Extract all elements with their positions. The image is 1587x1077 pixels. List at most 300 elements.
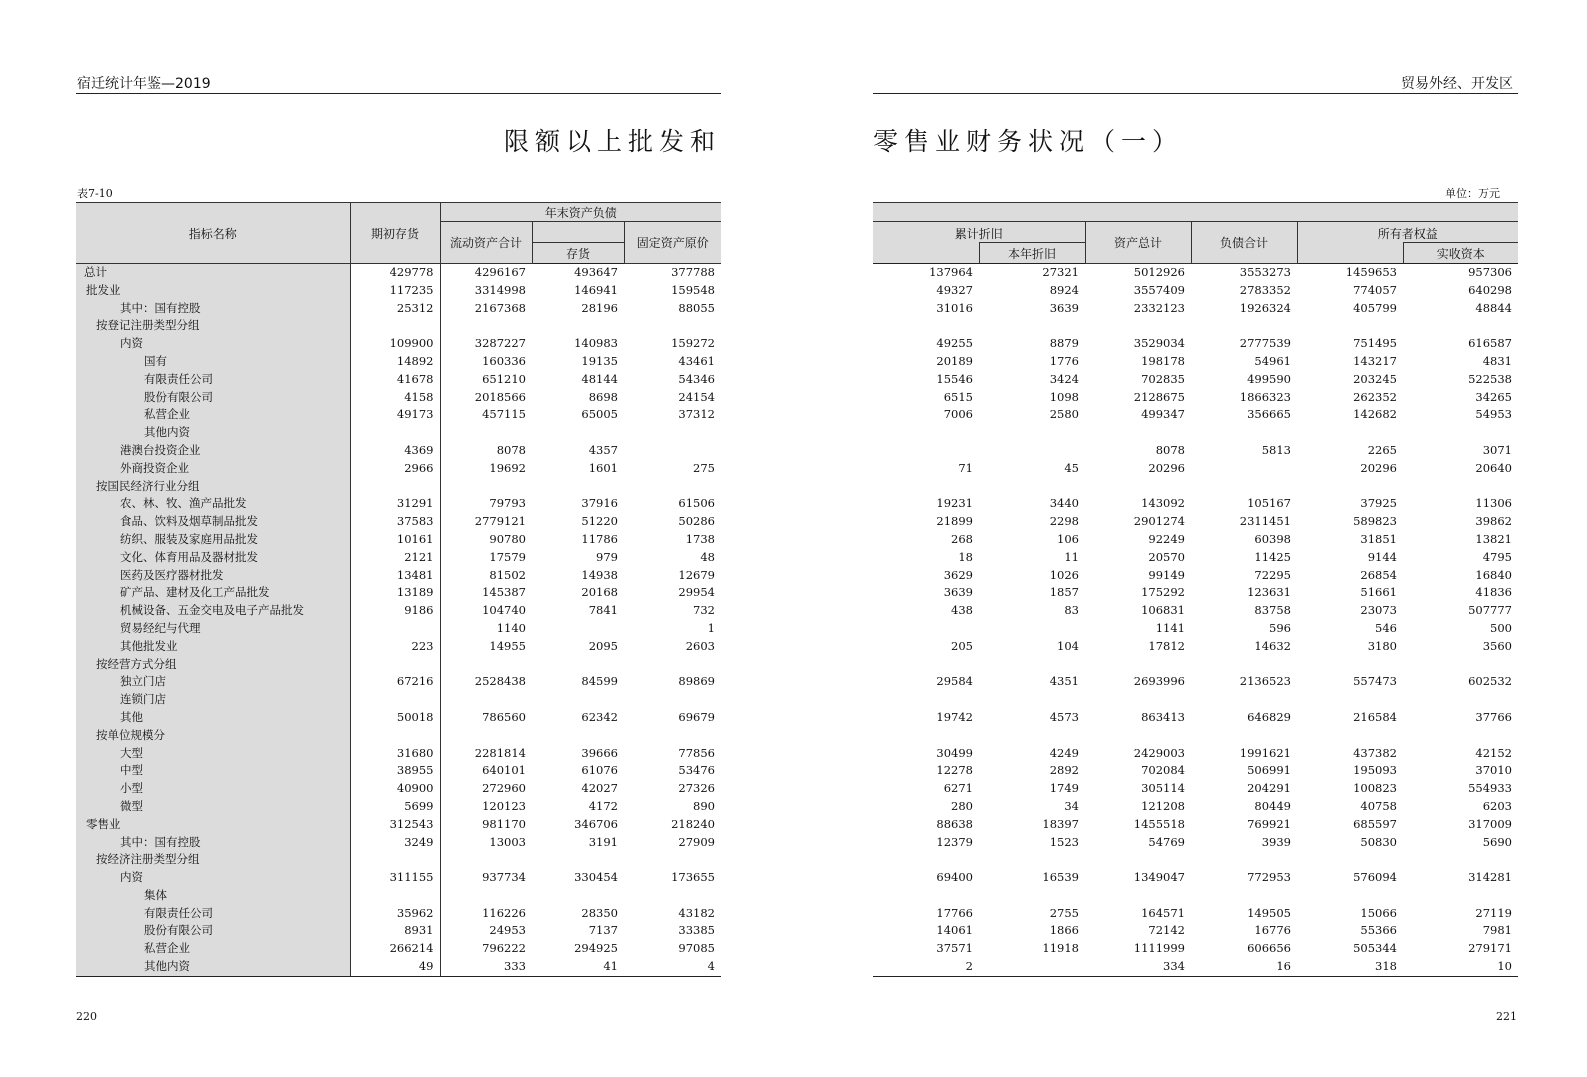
row-label: 私营企业 bbox=[76, 940, 350, 958]
table-cell: 90780 bbox=[489, 531, 526, 546]
table-row bbox=[873, 620, 1518, 638]
row-label: 大型 bbox=[76, 745, 350, 763]
table-cell: 16539 bbox=[1042, 870, 1079, 885]
table-cell: 506991 bbox=[1247, 763, 1291, 778]
table-cell bbox=[1085, 887, 1191, 905]
table-row bbox=[76, 478, 721, 496]
table-cell: 29584 bbox=[936, 674, 973, 689]
table-cell bbox=[624, 851, 721, 869]
table-cell: 81502 bbox=[489, 567, 526, 582]
table-cell: 30499 bbox=[936, 745, 973, 760]
table-cell: 2429003 bbox=[1133, 745, 1185, 760]
table-cell: 143217 bbox=[1353, 353, 1397, 368]
table-cell bbox=[1403, 478, 1518, 496]
table-cell: 42027 bbox=[581, 781, 618, 796]
table-cell bbox=[873, 317, 979, 335]
table-cell: 88055 bbox=[678, 300, 715, 315]
table-cell: 83 bbox=[1064, 603, 1079, 618]
table-row bbox=[76, 762, 721, 780]
table-cell: 1866 bbox=[1049, 923, 1079, 938]
table-cell: 173655 bbox=[671, 870, 715, 885]
table-cell: 1601 bbox=[588, 460, 618, 475]
table-row bbox=[76, 300, 721, 318]
table-cell: 69400 bbox=[936, 870, 973, 885]
table-cell: 499347 bbox=[1141, 407, 1185, 422]
row-label: 股份有限公司 bbox=[76, 922, 350, 940]
table-cell: 72142 bbox=[1148, 923, 1185, 938]
table-cell: 61076 bbox=[581, 763, 618, 778]
table-cell: 21899 bbox=[936, 514, 973, 529]
table-cell: 14892 bbox=[350, 353, 440, 371]
table-cell bbox=[440, 424, 532, 442]
table-cell: 640101 bbox=[482, 763, 526, 778]
table-cell: 1926324 bbox=[1239, 300, 1291, 315]
row-label: 其他内资 bbox=[76, 424, 350, 442]
table-cell: 1738 bbox=[685, 531, 715, 546]
table-row bbox=[76, 940, 721, 958]
table-cell: 606656 bbox=[1247, 941, 1291, 956]
table-cell bbox=[873, 656, 979, 674]
table-cell: 24953 bbox=[489, 923, 526, 938]
table-cell: 37925 bbox=[1360, 496, 1397, 511]
table-cell: 223 bbox=[350, 638, 440, 656]
table-cell: 42152 bbox=[1475, 745, 1512, 760]
table-cell: 11 bbox=[1064, 549, 1079, 564]
table-cell: 1459653 bbox=[1345, 265, 1397, 279]
table-row bbox=[76, 745, 721, 763]
table-cell: 28196 bbox=[581, 300, 618, 315]
table-cell bbox=[979, 317, 1085, 335]
table-cell bbox=[624, 656, 721, 674]
table-cell: 45 bbox=[1064, 460, 1079, 475]
table-cell: 1141 bbox=[1155, 620, 1185, 635]
table-cell bbox=[1297, 727, 1403, 745]
table-cell: 10 bbox=[1403, 958, 1518, 976]
table-row bbox=[76, 869, 721, 887]
table-cell: 15546 bbox=[936, 371, 973, 386]
table-cell: 4158 bbox=[350, 389, 440, 407]
table-cell: 772953 bbox=[1247, 870, 1291, 885]
table-cell: 104740 bbox=[482, 603, 526, 618]
table-row bbox=[873, 851, 1518, 869]
table-cell: 203245 bbox=[1353, 371, 1397, 386]
table-cell: 317009 bbox=[1468, 816, 1512, 831]
table-cell: 3191 bbox=[588, 834, 618, 849]
table-cell bbox=[532, 691, 624, 709]
table-row bbox=[76, 495, 721, 513]
table-cell: 557473 bbox=[1353, 674, 1397, 689]
table-cell: 120123 bbox=[482, 798, 526, 813]
table-cell bbox=[1085, 691, 1191, 709]
table-cell: 12278 bbox=[936, 763, 973, 778]
table-cell: 17812 bbox=[1148, 638, 1185, 653]
table-cell: 35962 bbox=[350, 905, 440, 923]
table-row bbox=[76, 389, 721, 407]
table-row bbox=[873, 762, 1518, 780]
table-cell: 2901274 bbox=[1133, 514, 1185, 529]
table-cell: 48144 bbox=[581, 371, 618, 386]
table-cell bbox=[1403, 656, 1518, 674]
table-row bbox=[76, 371, 721, 389]
table-cell bbox=[1191, 691, 1297, 709]
table-cell: 4249 bbox=[1049, 745, 1079, 760]
table-cell: 65005 bbox=[581, 407, 618, 422]
table-cell bbox=[532, 478, 624, 496]
table-row bbox=[76, 780, 721, 798]
table-cell: 1991621 bbox=[1239, 745, 1291, 760]
page-title-right: 零售业财务状况（一） bbox=[873, 127, 1184, 156]
table-cell: 1026 bbox=[1049, 567, 1079, 582]
table-cell: 6203 bbox=[1482, 798, 1512, 813]
table-row bbox=[873, 549, 1518, 567]
table-row bbox=[76, 442, 721, 460]
row-label: 贸易经纪与代理 bbox=[76, 620, 350, 638]
table-cell: 117235 bbox=[350, 282, 440, 300]
table-cell: 4573 bbox=[1049, 709, 1079, 724]
table-cell: 121208 bbox=[1141, 798, 1185, 813]
table-cell bbox=[440, 691, 532, 709]
table-cell: 54953 bbox=[1475, 407, 1512, 422]
table-row bbox=[873, 389, 1518, 407]
table-cell: 3071 bbox=[1482, 442, 1512, 457]
table-cell: 774057 bbox=[1353, 282, 1397, 297]
table-cell: 16840 bbox=[1475, 567, 1512, 582]
table-cell bbox=[440, 478, 532, 496]
table-cell: 20640 bbox=[1475, 460, 1512, 475]
table-cell: 38955 bbox=[350, 762, 440, 780]
table-cell: 12679 bbox=[678, 567, 715, 582]
row-label: 其中：国有控股 bbox=[76, 834, 350, 852]
table-cell: 318 bbox=[1297, 958, 1403, 976]
table-cell: 786560 bbox=[482, 709, 526, 724]
table-row bbox=[873, 424, 1518, 442]
page-number-right: 221 bbox=[1496, 1010, 1517, 1023]
table-cell: 89869 bbox=[678, 674, 715, 689]
table-cell: 3249 bbox=[350, 834, 440, 852]
row-label: 总计 bbox=[76, 264, 350, 282]
table-cell: 330454 bbox=[574, 870, 618, 885]
table-cell: 27909 bbox=[678, 834, 715, 849]
row-label: 独立门店 bbox=[76, 673, 350, 691]
table-cell: 294925 bbox=[574, 941, 618, 956]
table-cell: 4296167 bbox=[474, 265, 526, 279]
table-cell: 105167 bbox=[1247, 496, 1291, 511]
table-cell: 266214 bbox=[350, 940, 440, 958]
table-row bbox=[76, 727, 721, 745]
table-cell: 333 bbox=[440, 958, 532, 976]
table-cell: 100823 bbox=[1353, 781, 1397, 796]
table-cell: 14938 bbox=[581, 567, 618, 582]
table-row bbox=[873, 940, 1518, 958]
table-cell: 27119 bbox=[1475, 905, 1512, 920]
table-cell bbox=[1297, 851, 1403, 869]
table-cell: 16776 bbox=[1254, 923, 1291, 938]
table-cell: 27326 bbox=[678, 781, 715, 796]
table-cell: 500 bbox=[1490, 620, 1512, 635]
table-cell: 9144 bbox=[1367, 549, 1397, 564]
table-cell: 145387 bbox=[482, 585, 526, 600]
table-cell: 505344 bbox=[1353, 941, 1397, 956]
table-cell bbox=[532, 620, 624, 638]
table-row bbox=[76, 264, 721, 282]
table-cell: 11425 bbox=[1254, 549, 1291, 564]
table-row bbox=[873, 406, 1518, 424]
table-row bbox=[873, 869, 1518, 887]
col-header-current-depr: 本年折旧 bbox=[979, 243, 1085, 264]
table-cell: 5813 bbox=[1261, 442, 1291, 457]
table-cell: 6515 bbox=[943, 389, 973, 404]
table-row bbox=[76, 584, 721, 602]
table-cell bbox=[624, 424, 721, 442]
table-row bbox=[873, 673, 1518, 691]
table-row bbox=[873, 691, 1518, 709]
table-cell: 6271 bbox=[943, 781, 973, 796]
col-header-name: 指标名称 bbox=[76, 203, 350, 264]
table-cell: 8931 bbox=[350, 922, 440, 940]
table-cell: 2167368 bbox=[474, 300, 526, 315]
table-cell: 18 bbox=[958, 549, 973, 564]
table-cell: 3553273 bbox=[1239, 265, 1291, 279]
table-cell bbox=[532, 727, 624, 745]
table-row bbox=[76, 638, 721, 656]
table-cell: 8879 bbox=[1049, 336, 1079, 351]
table-cell: 37010 bbox=[1475, 763, 1512, 778]
table-row bbox=[76, 656, 721, 674]
row-label: 内资 bbox=[76, 335, 350, 353]
table-cell: 8698 bbox=[588, 389, 618, 404]
table-cell bbox=[873, 887, 979, 905]
table-number: 表7-10 bbox=[77, 187, 113, 200]
table-cell: 2311451 bbox=[1239, 514, 1291, 529]
table-cell: 457115 bbox=[482, 407, 526, 422]
table-cell: 7841 bbox=[588, 603, 618, 618]
row-label: 有限责任公司 bbox=[76, 371, 350, 389]
col-header-year-end-group: 年末资产负债 bbox=[440, 203, 721, 222]
table-cell: 3529034 bbox=[1133, 336, 1185, 351]
table-cell bbox=[440, 656, 532, 674]
table-cell: 16 bbox=[1191, 958, 1297, 976]
table-row bbox=[873, 780, 1518, 798]
table-cell: 275 bbox=[693, 460, 715, 475]
row-label: 文化、体育用品及器材批发 bbox=[76, 549, 350, 567]
col-header-paid-in-capital: 实收资本 bbox=[1403, 243, 1518, 264]
table-cell: 4 bbox=[624, 958, 721, 976]
table-cell bbox=[873, 442, 979, 460]
table-cell: 732 bbox=[693, 603, 715, 618]
col-header-inventory: 存货 bbox=[532, 243, 624, 264]
row-label: 国有 bbox=[76, 353, 350, 371]
table-cell: 19692 bbox=[489, 460, 526, 475]
table-cell: 334 bbox=[1085, 958, 1191, 976]
table-row bbox=[873, 584, 1518, 602]
table-row bbox=[873, 317, 1518, 335]
table-cell: 1749 bbox=[1049, 781, 1079, 796]
header-rule-left bbox=[76, 93, 721, 94]
table-cell: 312543 bbox=[350, 816, 440, 834]
table-cell: 137964 bbox=[929, 265, 973, 279]
table-cell: 702084 bbox=[1141, 763, 1185, 778]
table-cell: 10161 bbox=[350, 531, 440, 549]
table-row bbox=[873, 460, 1518, 478]
table-cell bbox=[532, 656, 624, 674]
table-cell: 62342 bbox=[581, 709, 618, 724]
table-cell: 3287227 bbox=[474, 336, 526, 351]
table-cell bbox=[440, 851, 532, 869]
table-cell bbox=[1191, 478, 1297, 496]
table-cell: 1111999 bbox=[1133, 941, 1185, 956]
table-cell: 2095 bbox=[588, 638, 618, 653]
table-cell: 106831 bbox=[1141, 603, 1185, 618]
table-cell bbox=[350, 727, 440, 745]
col-header-spacer-b bbox=[1297, 243, 1403, 264]
table-cell bbox=[350, 424, 440, 442]
table-cell: 279171 bbox=[1468, 941, 1512, 956]
table-cell bbox=[1191, 887, 1297, 905]
table-cell: 41 bbox=[532, 958, 624, 976]
table-cell: 4357 bbox=[588, 442, 618, 457]
table-row bbox=[76, 317, 721, 335]
table-cell: 979 bbox=[596, 549, 618, 564]
table-row bbox=[76, 709, 721, 727]
table-cell: 1140 bbox=[496, 620, 526, 635]
table-cell bbox=[1085, 727, 1191, 745]
table-cell: 37312 bbox=[678, 407, 715, 422]
table-cell: 104 bbox=[1057, 638, 1079, 653]
page-number-left: 220 bbox=[76, 1010, 97, 1023]
table-row bbox=[873, 602, 1518, 620]
table-cell: 2332123 bbox=[1133, 300, 1185, 315]
table-cell: 149505 bbox=[1247, 905, 1291, 920]
table-cell: 3639 bbox=[1049, 300, 1079, 315]
table-cell: 2 bbox=[873, 958, 979, 976]
table-cell: 143092 bbox=[1141, 496, 1185, 511]
row-label: 微型 bbox=[76, 798, 350, 816]
row-label: 连锁门店 bbox=[76, 691, 350, 709]
table-cell: 29954 bbox=[678, 585, 715, 600]
table-cell: 159548 bbox=[671, 282, 715, 297]
table-cell: 67216 bbox=[350, 673, 440, 691]
table-cell: 205 bbox=[951, 638, 973, 653]
table-cell: 596 bbox=[1269, 620, 1291, 635]
table-cell: 4351 bbox=[1049, 674, 1079, 689]
table-cell bbox=[350, 656, 440, 674]
table-cell: 43182 bbox=[678, 905, 715, 920]
table-cell: 39666 bbox=[581, 745, 618, 760]
table-cell bbox=[979, 887, 1085, 905]
table-cell: 8924 bbox=[1049, 282, 1079, 297]
table-cell: 60398 bbox=[1254, 531, 1291, 546]
table-cell bbox=[1403, 851, 1518, 869]
table-cell: 146941 bbox=[574, 282, 618, 297]
table-cell: 218240 bbox=[671, 816, 715, 831]
table-cell: 43461 bbox=[678, 353, 715, 368]
table-cell: 39862 bbox=[1475, 514, 1512, 529]
table-cell bbox=[979, 620, 1085, 638]
table-cell: 2265 bbox=[1367, 442, 1397, 457]
table-cell: 4369 bbox=[350, 442, 440, 460]
table-cell: 11306 bbox=[1475, 496, 1512, 511]
table-cell bbox=[1297, 887, 1403, 905]
table-row bbox=[76, 460, 721, 478]
table-cell: 20296 bbox=[1148, 460, 1185, 475]
table-cell: 37583 bbox=[350, 513, 440, 531]
table-row bbox=[76, 851, 721, 869]
table-cell bbox=[350, 317, 440, 335]
table-cell bbox=[873, 620, 979, 638]
table-cell bbox=[1297, 691, 1403, 709]
table-cell: 2693996 bbox=[1133, 674, 1185, 689]
table-row bbox=[76, 282, 721, 300]
unit-label: 单位：万元 bbox=[1445, 187, 1500, 200]
table-cell: 18397 bbox=[1042, 816, 1079, 831]
table-cell: 140983 bbox=[574, 336, 618, 351]
table-cell bbox=[1191, 656, 1297, 674]
table-cell: 651210 bbox=[482, 371, 526, 386]
table-cell: 54346 bbox=[678, 371, 715, 386]
table-cell: 311155 bbox=[350, 869, 440, 887]
table-cell: 646829 bbox=[1247, 709, 1291, 724]
table-cell: 51661 bbox=[1360, 585, 1397, 600]
table-cell: 7137 bbox=[588, 923, 618, 938]
table-cell bbox=[1297, 424, 1403, 442]
table-row bbox=[76, 424, 721, 442]
page-title-left: 限额以上批发和 bbox=[503, 127, 721, 156]
table-row bbox=[76, 335, 721, 353]
row-label: 其中：国有控股 bbox=[76, 300, 350, 318]
table-row bbox=[76, 531, 721, 549]
table-cell: 61506 bbox=[678, 496, 715, 511]
row-label: 食品、饮料及烟草制品批发 bbox=[76, 513, 350, 531]
table-cell: 1523 bbox=[1049, 834, 1079, 849]
table-cell: 437382 bbox=[1353, 745, 1397, 760]
col-header-blank bbox=[532, 222, 624, 243]
table-cell: 2580 bbox=[1049, 407, 1079, 422]
table-row bbox=[76, 567, 721, 585]
table-cell: 26854 bbox=[1360, 567, 1397, 582]
table-cell: 50286 bbox=[678, 514, 715, 529]
table-cell: 19135 bbox=[581, 353, 618, 368]
table-cell: 640298 bbox=[1468, 282, 1512, 297]
table-cell: 3180 bbox=[1367, 638, 1397, 653]
table-cell bbox=[350, 691, 440, 709]
table-cell: 796222 bbox=[482, 941, 526, 956]
table-cell: 49327 bbox=[936, 282, 973, 297]
table-cell: 2128675 bbox=[1133, 389, 1185, 404]
table-row bbox=[873, 513, 1518, 531]
table-cell: 1857 bbox=[1049, 585, 1079, 600]
table-cell bbox=[1403, 317, 1518, 335]
table-cell: 216584 bbox=[1353, 709, 1397, 724]
table-row bbox=[873, 958, 1518, 976]
table-cell: 11786 bbox=[581, 531, 618, 546]
table-cell: 80449 bbox=[1254, 798, 1291, 813]
table-cell: 20189 bbox=[936, 353, 973, 368]
table-cell: 69679 bbox=[678, 709, 715, 724]
table-cell: 79793 bbox=[489, 496, 526, 511]
table-cell: 53476 bbox=[678, 763, 715, 778]
table-cell: 1098 bbox=[1049, 389, 1079, 404]
table-cell: 2136523 bbox=[1239, 674, 1291, 689]
col-header-owners-equity: 所有者权益 bbox=[1297, 222, 1518, 243]
table-cell: 2281814 bbox=[474, 745, 526, 760]
table-cell bbox=[1085, 317, 1191, 335]
table-cell bbox=[873, 691, 979, 709]
table-cell: 14955 bbox=[489, 638, 526, 653]
table-row bbox=[873, 264, 1518, 282]
table-cell: 493647 bbox=[574, 265, 618, 279]
table-cell bbox=[532, 424, 624, 442]
table-cell: 17766 bbox=[936, 905, 973, 920]
